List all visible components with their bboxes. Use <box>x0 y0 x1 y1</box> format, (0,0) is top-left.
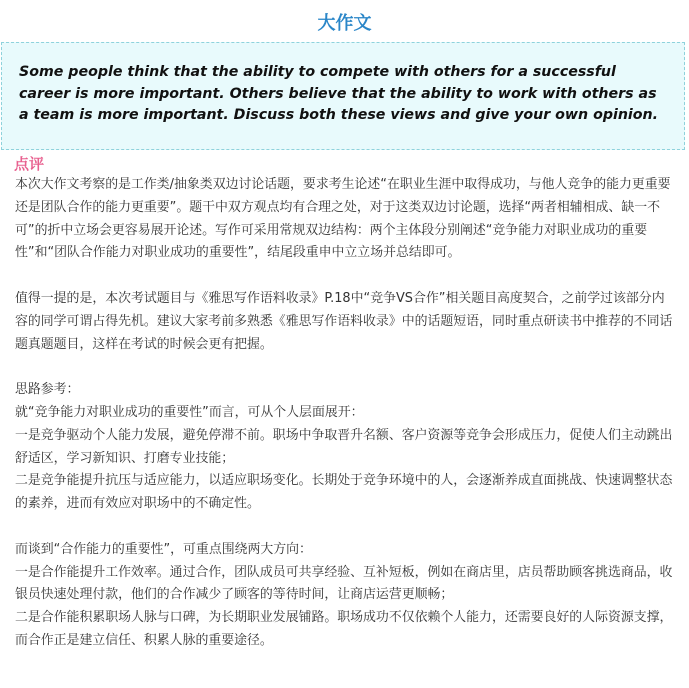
paragraph-overview: 本次大作文考察的是工作类/抽象类双边讨论话题，要求考生论述“在职业生涯中取得成功，与他人竞争的能力更重要还是团队合作的能力更重要”。题干中双方观点均有合理之处，对于这类双边讨论题，选择“两者相辅相成、缺一不可”的折中立场会更容易展开论述。写作可采用常规双边结构：两个主体段分别阐述“竞争能力对职业成功的重要性”和“团队合作能力对职业成功的重要性”，结尾段重申中立立场并总结即可。 <box>15 177 671 261</box>
essay-prompt: Some people think that the ability to compete with others for a successful career is more important. Others believe that the ability to work with others as a team is more important. Discuss both these views and give your own opinion. <box>19 64 659 123</box>
page-title: 大作文 <box>317 13 372 34</box>
competition-point-1: 一是竞争驱动个人能力发展，避免停滞不前。职场中争取晋升名额、客户资源等竞争会形成压力，促使人们主动跳出舒适区，学习新知识、打磨专业技能； <box>15 427 673 466</box>
cooperation-point-1: 一是合作能提升工作效率。通过合作，团队成员可共享经验、互补短板，例如在商店里，店员帮助顾客挑选商品，收银员快速处理付款，他们的合作减少了顾客的等待时间，让商店运营更顺畅； <box>15 564 673 603</box>
review-content <box>0 174 689 653</box>
approach-heading: 思路参考： <box>15 382 80 398</box>
paragraph-material-note: 值得一提的是，本次考试题目与《雅思写作语料收录》P.18中“竞争VS合作”相关题目高度契合，之前学过该部分内容的同学可谓占得先机。建议大家考前多熟悉《雅思写作语料收录》中的话题短语，同时重点研读书中推荐的不同话题真题题目，这样在考试的时候会更有把握。 <box>15 290 673 352</box>
competition-point-2: 二是竞争能提升抗压与适应能力，以适应职场变化。长期处于竞争环境中的人，会逐渐养成直面挑战、快速调整状态的素养，进而有效应对职场中的不确定性。 <box>15 473 673 512</box>
cooperation-point-2: 二是合作能积累职场人脉与口碑，为长期职业发展铺路。职场成功不仅依赖个人能力，还需要良好的人际资源支撑，而合作正是建立信任、积累人脉的重要途径。 <box>15 610 673 648</box>
cooperation-intro: 而谈到“合作能力的重要性”，可重点围绕两大方向： <box>15 541 312 557</box>
review-heading: 点评 <box>14 155 45 173</box>
essay-prompt-box <box>1 42 685 150</box>
competition-intro: 就“竞争能力对职业成功的重要性”而言，可从个人层面展开： <box>15 404 364 420</box>
